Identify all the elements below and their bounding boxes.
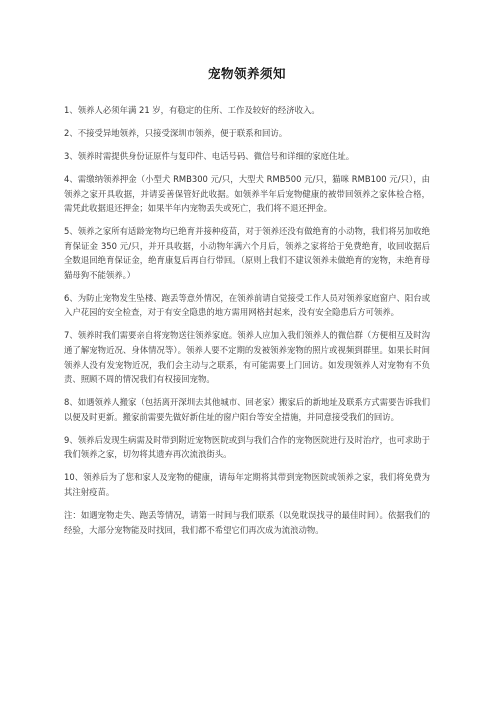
rule-7: 7、领养时我们需要亲自将宠物送往领养家庭。领养人应加入我们领养人的微信群（方便相互及时沟通了解宠物近况、身体情况等）。领养人要不定期的发被领养宠物的照片或视频到群里。如果长时间领养人没有发宠物近况，我们会主动与之联系，有可能需要上门回访。如发现领养人对宠物有不负责、照顾不周的情况我们有权接回宠物。 — [64, 330, 430, 385]
rule-10: 10、领养后为了您和家人及宠物的健康，请每年定期将其带到宠物医院或领养之家，我们将免费为其注射疫苗。 — [64, 472, 430, 497]
document-title: 宠物领养须知 — [207, 66, 286, 81]
rule-8: 8、如遇领养人搬家（包括离开深圳去其他城市、回老家）搬家后的新地址及联系方式需要告诉我们以便及时更新。搬家前需要先做好新住址的窗户阳台等安全措施，并同意接受我们的回访。 — [64, 397, 430, 422]
rule-2: 2、不接受异地领养，只接受深圳市领养，便于联系和回访。 — [64, 127, 288, 138]
rule-9: 9、领养后发现生病需及时带到附近宠物医院或到与我们合作的宠物医院进行及时治疗，也可求助于我们领养之家，切勿将其遗弃再次流浪街头。 — [64, 434, 430, 460]
rule-4: 4、需缴纳领养押金（小型犬 RMB300 元/只，大型犬 RMB500 元/只，猫咪 RMB100 元/只），由领养之家开具收据，并请妥善保管好此收据。如领养半年后宠物健康的被带回领养之家体检合格，需凭此收据退还押金；如果半年内宠物丢失或死亡，我们将不退还押金。 — [64, 173, 430, 214]
rule-3: 3、领养时需提供身份证原件与复印件、电话号码、微信号和详细的家庭住址。 — [64, 150, 355, 161]
rule-1: 1、领养人必须年满 21 岁，有稳定的住所、工作及较好的经济收入。 — [64, 105, 320, 115]
rule-5: 5、领养之家所有适龄宠物均已绝育并接种疫苗，对于领养还没有做绝育的小动物，我们将另加收绝育保证金 350 元/只，并开具收据，小动物年满六个月后，领养之家将给于免费绝育，收回收据后全数退回绝育保证金，绝育康复后再自行带回。（原则上我们不建议领养未做绝育的宠物，未绝育母猫母狗不能领养。） — [64, 226, 430, 280]
rule-6: 6、为防止宠物发生坠楼、跑丢等意外情况，在领养前请自觉接受工作人员对领养家庭窗户、阳台或入户花园的安全检查，对于有安全隐患的地方需用网格封起来，没有安全隐患后方可领养。 — [64, 292, 430, 318]
note-paragraph: 注：如遇宠物走失、跑丢等情况，请第一时间与我们联系（以免耽误找寻的最佳时间）。依据我们的经验，大部分宠物能及时找回，我们都不希望它们再次成为流浪动物。 — [64, 509, 430, 535]
